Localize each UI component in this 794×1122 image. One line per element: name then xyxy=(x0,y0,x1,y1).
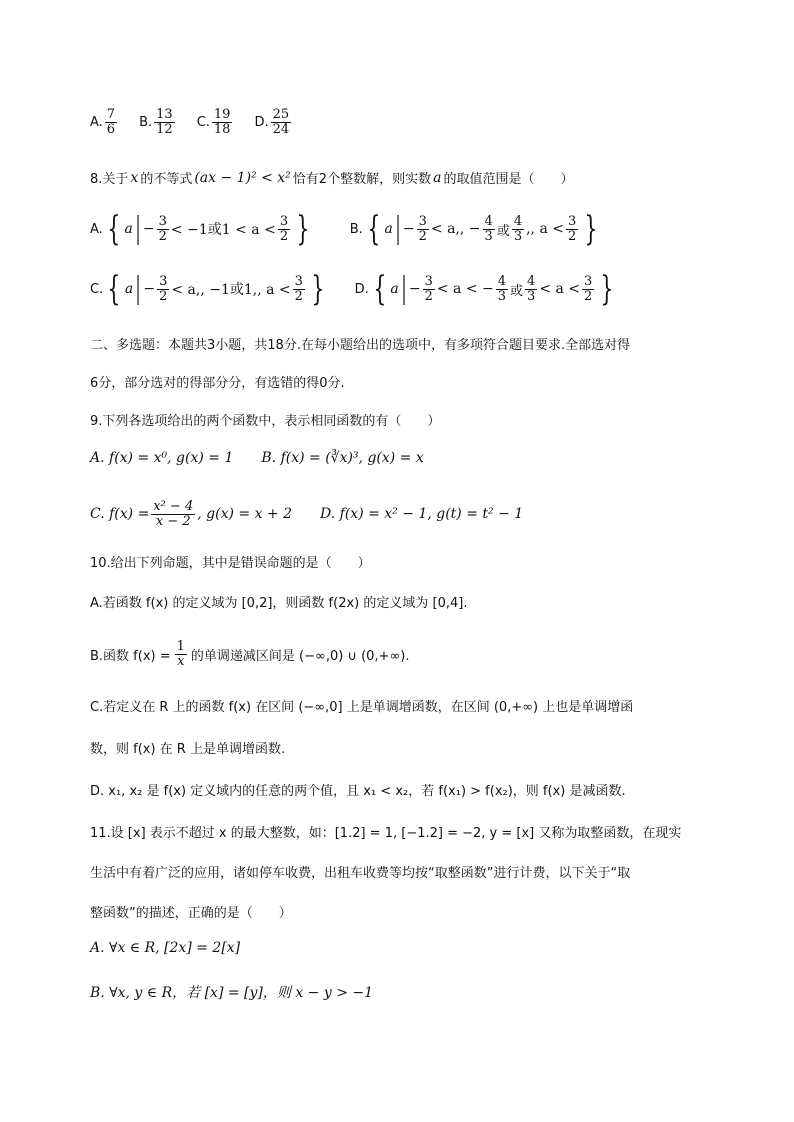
q7-option-a: A. $\frac{7}{6}$ xyxy=(90,107,116,137)
fraction: $\frac{7}{6}$ xyxy=(106,107,116,137)
q10-option-b: B.函数 f(x) = $\frac{1}{x}$ 的单调递减区间是 (−∞,0) ∪ (0,+∞). xyxy=(90,639,410,669)
fraction: $\frac{13}{12}$ xyxy=(156,107,173,137)
q8-option-a: A. { a | − $\frac{3}{2}$ < −1或1 < a < $\frac{3}{2}$ } xyxy=(90,209,310,249)
q7-option-d: D. $\frac{25}{24}$ xyxy=(254,107,290,137)
q7-option-b: B. $\frac{13}{12}$ xyxy=(139,107,173,137)
q8-option-c: C. { a | − $\frac{3}{2}$ < a,, −1或1,, a < $\frac{3}{2}$ } xyxy=(90,269,325,309)
q10-option-c-line1: C.若定义在 R 上的函数 f(x) 在区间 (−∞,0] 上是单调增函数，在区间 (0,+∞) 上也是单调增函 xyxy=(90,700,634,715)
q9-options-ab xyxy=(90,450,734,466)
fraction: $\frac{19}{18}$ xyxy=(213,107,231,137)
q8-option-d: D. { a | − $\frac{3}{2}$ < a < − $\frac{4}{3}$ 或 $\frac{4}{3}$ < a < $\frac{3}{2}$ } xyxy=(354,269,614,309)
q8-option-b: B. { a | − $\frac{3}{2}$ < a,, − $\frac{4}{3}$ 或 $\frac{4}{3}$ ,, a < $\frac{3}{2}$ } xyxy=(349,209,598,249)
q10-option-a: A.若函数 f(x) 的定义域为 [0,2]，则函数 f(2x) 的定义域为 [0,4]. xyxy=(90,596,468,611)
q7-option-c: C. $\frac{19}{18}$ xyxy=(196,107,231,137)
q8-options-cd xyxy=(90,269,734,309)
section2-instructions-line1: 二、多选题：本题共3小题，共18分.在每小题给出的选项中，有多项符合题目要求.全部选对得 xyxy=(90,338,631,353)
q8-options-ab xyxy=(90,209,734,249)
fraction: $\frac{25}{24}$ xyxy=(272,107,290,137)
q11-option-a: A. ∀x ∈ R, [2x] = 2[x] xyxy=(90,940,241,956)
q9-option-a: A. f(x) = x⁰, g(x) = 1 xyxy=(90,450,234,466)
q9-stem: 9.下列各选项给出的两个函数中，表示相同函数的有（ ） xyxy=(90,414,441,429)
q8-stem: 8.关于 x 的不等式 (ax − 1)² < x² 恰有2个整数解，则实数 a 的取值范围是（ ） xyxy=(90,169,574,187)
q11-stem-line3: 整函数”的描述，正确的是（ ） xyxy=(90,906,292,921)
q9-option-d: D. f(x) = x² − 1, g(t) = t² − 1 xyxy=(320,506,524,523)
q9-option-c: C. f(x) = $\frac{\text{x² − 4}}{x - 2}$ , g(x) = x + 2 xyxy=(90,499,293,529)
q11-stem-line1: 11.设 [x] 表示不超过 x 的最大整数，如：[1.2] = 1, [−1.2] = −2, y = [x] 又称为取整函数，在现实 xyxy=(90,826,682,841)
q7-options xyxy=(90,108,734,136)
q9-options-cd xyxy=(90,500,734,528)
q9-option-b: B. f(x) = (∛x)³, g(x) = x xyxy=(261,450,424,466)
section2-instructions-line2: 6分，部分选对的得部分分，有选错的得0分. xyxy=(90,376,345,391)
q11-option-b: B. ∀x, y ∈ R，若 [x] = [y]，则 x − y > −1 xyxy=(90,985,374,1001)
q10-option-d: D. x₁, x₂ 是 f(x) 定义域内的任意的两个值，且 x₁ < x₂，若 f(x₁) > f(x₂)，则 f(x) 是减函数. xyxy=(90,784,626,799)
q10-stem: 10.给出下列命题，其中是错误命题的是（ ） xyxy=(90,556,371,571)
q10-option-c-line2: 数，则 f(x) 在 R 上是单调增函数. xyxy=(90,742,286,757)
q11-stem-line2: 生活中有着广泛的应用，诸如停车收费，出租车收费等均按“取整函数”进行计费，以下关于“取 xyxy=(90,866,631,881)
